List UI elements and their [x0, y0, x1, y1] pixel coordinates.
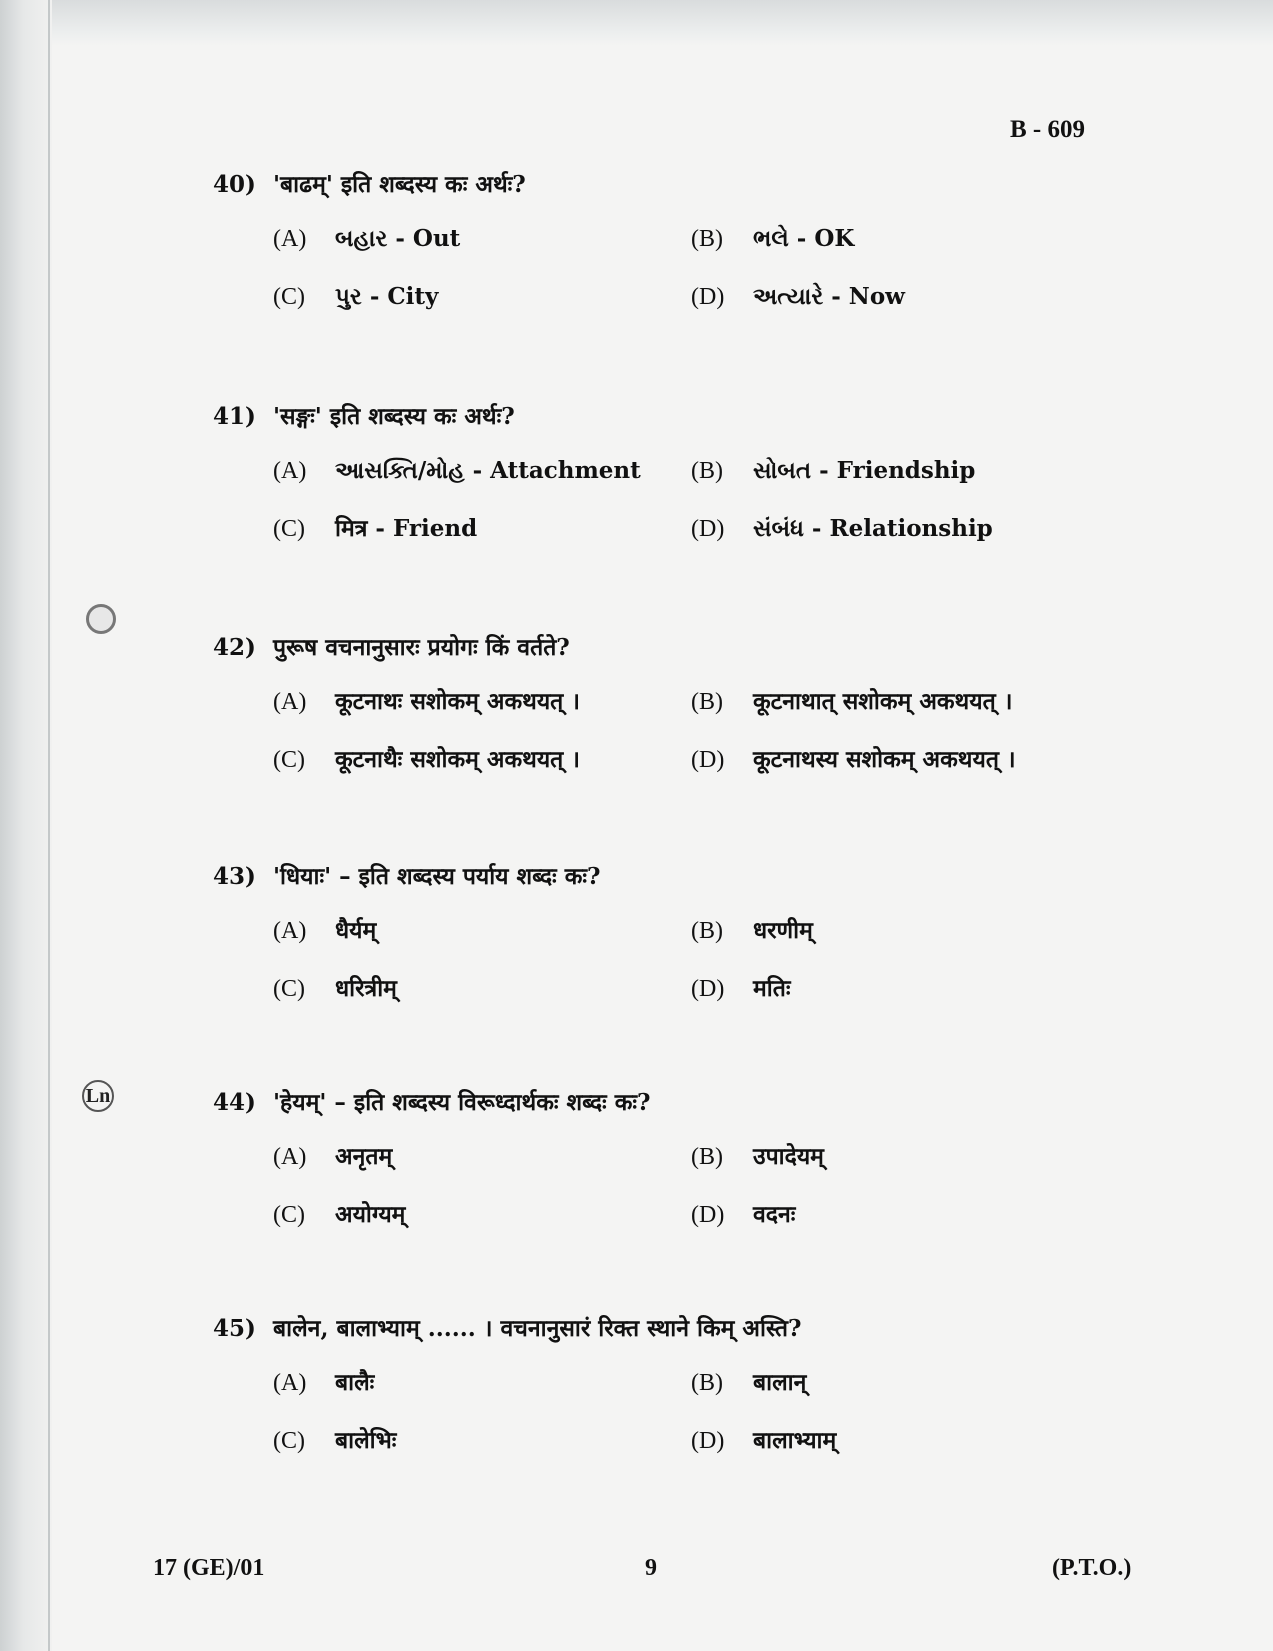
option-letter: (D) — [691, 1428, 725, 1454]
question-prompt: बालेन, बालाभ्याम् ...... । वचनानुसारं रिक्त स्थाने किम् अस्ति? — [273, 1315, 802, 1342]
option-a — [273, 224, 460, 254]
option-d — [691, 1200, 795, 1230]
paper-code: B - 609 — [1010, 116, 1085, 143]
option-letter: (C) — [273, 1428, 305, 1454]
paper-fold-line — [48, 0, 50, 1651]
footer-paper-id: 17 (GE)/01 — [153, 1555, 265, 1581]
option-text: मित्र - Friend — [335, 515, 478, 542]
please-turn-over: (P.T.O.) — [1052, 1555, 1132, 1581]
option-a — [273, 456, 641, 486]
question-number: 43) — [213, 863, 256, 890]
option-list — [273, 687, 1133, 807]
option-text: ભલે - OK — [753, 225, 855, 252]
paper-top-edge — [0, 0, 1273, 46]
option-letter: (B) — [691, 458, 723, 484]
option-letter: (C) — [273, 1202, 305, 1228]
option-list — [273, 456, 1133, 576]
option-letter: (A) — [273, 1144, 307, 1170]
option-d — [691, 1426, 836, 1456]
option-text: સંબંધ - Relationship — [753, 515, 993, 542]
option-b — [691, 224, 854, 254]
option-letter: (C) — [273, 284, 305, 310]
page-number: 9 — [645, 1555, 657, 1581]
question-42 — [213, 633, 1133, 807]
question-text — [213, 170, 1133, 200]
option-c — [273, 282, 438, 312]
option-letter: (D) — [691, 747, 725, 773]
option-letter: (A) — [273, 226, 307, 252]
option-letter: (D) — [691, 976, 725, 1002]
option-d — [691, 974, 790, 1004]
question-41 — [213, 402, 1133, 576]
option-text: उपादेयम् — [753, 1143, 824, 1170]
option-text: સોબત - Friendship — [753, 457, 976, 484]
option-text: बालैः — [335, 1369, 375, 1396]
option-letter: (A) — [273, 689, 307, 715]
option-b — [691, 1142, 824, 1172]
option-c — [273, 1426, 396, 1456]
option-letter: (B) — [691, 1144, 723, 1170]
question-prompt: 'धियाः' – इति शब्दस्य पर्याय शब्दः कः? — [273, 863, 601, 890]
question-40 — [213, 170, 1133, 344]
option-text: પુર - City — [335, 283, 439, 310]
question-number: 45) — [213, 1315, 256, 1342]
option-letter: (D) — [691, 516, 725, 542]
option-b — [691, 687, 1012, 717]
option-letter: (B) — [691, 689, 723, 715]
option-text: मतिः — [753, 975, 791, 1002]
question-43 — [213, 862, 1133, 1036]
option-text: अयोग्यम् — [335, 1201, 406, 1228]
option-a — [273, 1368, 374, 1398]
option-letter: (A) — [273, 1370, 307, 1396]
question-number: 40) — [213, 171, 256, 198]
option-letter: (D) — [691, 284, 725, 310]
option-letter: (B) — [691, 918, 723, 944]
option-d — [691, 745, 1016, 775]
option-d — [691, 282, 905, 312]
option-text: આસક્તિ/મોહ - Attachment — [335, 457, 641, 484]
option-c — [273, 745, 580, 775]
option-text: धैर्यम् — [335, 917, 377, 944]
question-text — [213, 402, 1133, 432]
option-letter: (B) — [691, 226, 723, 252]
option-letter: (C) — [273, 976, 305, 1002]
option-text: બહાર - Out — [335, 225, 461, 252]
option-b — [691, 916, 813, 946]
option-c — [273, 514, 477, 544]
question-prompt: 'बाढम्' इति शब्दस्य कः अर्थः? — [273, 171, 526, 198]
option-a — [273, 916, 376, 946]
question-text — [213, 633, 1133, 663]
option-text: कूटनाथैः सशोकम् अकथयत् । — [335, 746, 581, 773]
option-text: वदनः — [753, 1201, 796, 1228]
option-list — [273, 224, 1133, 344]
option-text: बालेभिः — [335, 1427, 397, 1454]
option-b — [691, 456, 975, 486]
option-text: कूटनाथात् सशोकम् अकथयत् । — [753, 688, 1013, 715]
question-number: 41) — [213, 403, 256, 430]
option-text: बालाभ्याम् — [753, 1427, 837, 1454]
option-text: कूटनाथस्य सशोकम् अकथयत् । — [753, 746, 1016, 773]
option-letter: (C) — [273, 516, 305, 542]
option-text: बालान् — [753, 1369, 807, 1396]
question-45 — [213, 1314, 1133, 1488]
option-letter: (D) — [691, 1202, 725, 1228]
stamp-mark: Ln — [82, 1080, 114, 1112]
option-list — [273, 916, 1133, 1036]
option-text: धरणीम् — [753, 917, 813, 944]
paper-left-edge — [0, 0, 52, 1651]
question-number: 42) — [213, 634, 256, 661]
punch-hole — [86, 604, 116, 634]
question-44 — [213, 1088, 1133, 1262]
option-list — [273, 1368, 1133, 1488]
question-prompt: 'हेयम्' – इति शब्दस्य विरूध्दार्थकः शब्दः कः? — [273, 1089, 651, 1116]
option-list — [273, 1142, 1133, 1262]
option-a — [273, 687, 580, 717]
option-a — [273, 1142, 392, 1172]
option-letter: (B) — [691, 1370, 723, 1396]
question-text — [213, 1314, 1133, 1344]
option-letter: (A) — [273, 918, 307, 944]
question-text — [213, 1088, 1133, 1118]
question-text — [213, 862, 1133, 892]
option-c — [273, 974, 397, 1004]
option-c — [273, 1200, 405, 1230]
option-b — [691, 1368, 806, 1398]
option-text: અત્યારે - Now — [753, 283, 905, 310]
question-number: 44) — [213, 1089, 256, 1116]
option-text: अनृतम् — [335, 1143, 393, 1170]
option-letter: (C) — [273, 747, 305, 773]
option-letter: (A) — [273, 458, 307, 484]
question-prompt: 'सङ्गः' इति शब्दस्य कः अर्थः? — [273, 403, 515, 430]
question-prompt: पुरूष वचनानुसारः प्रयोगः किं वर्तते? — [273, 634, 570, 661]
option-text: धरित्रीम् — [335, 975, 397, 1002]
option-text: कूटनाथः सशोकम् अकथयत् । — [335, 688, 581, 715]
option-d — [691, 514, 993, 544]
